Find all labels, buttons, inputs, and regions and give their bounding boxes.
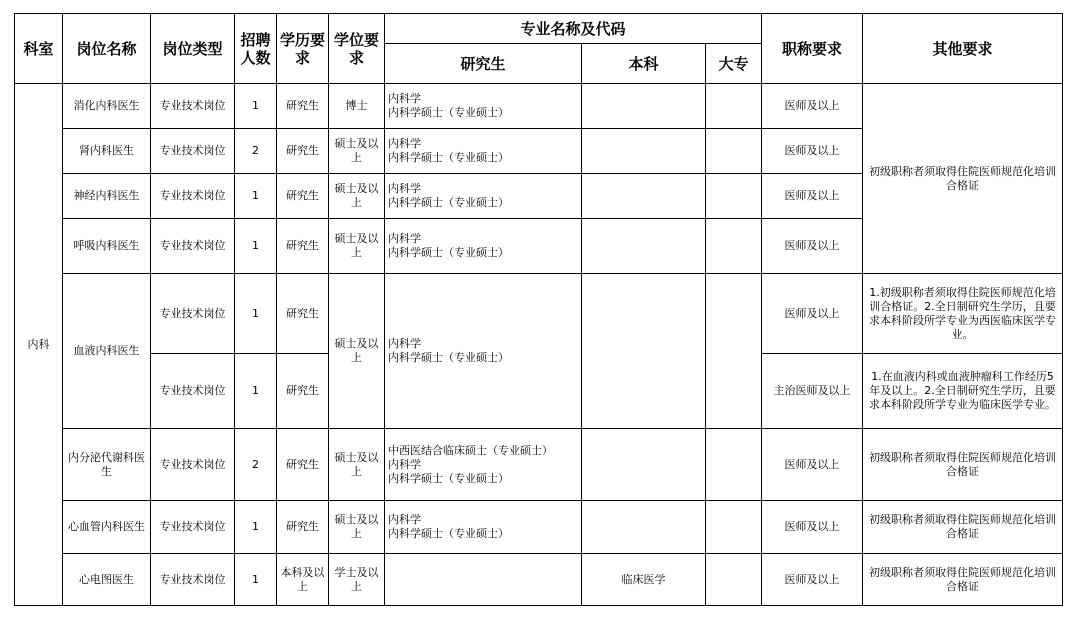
title-req: 医师及以上 (762, 219, 863, 274)
major-undergrad (582, 174, 706, 219)
other-req: 初级职称者须取得住院医师规范化培训合格证 (863, 554, 1063, 606)
major-undergrad (582, 429, 706, 501)
major-line: 内科学硕士（专业硕士） (388, 151, 509, 164)
post-type: 专业技术岗位 (151, 274, 235, 354)
major-line: 内科学 (388, 137, 421, 150)
post-type: 专业技术岗位 (151, 174, 235, 219)
header-post-name: 岗位名称 (63, 14, 151, 84)
major-college (706, 554, 762, 606)
major-college (706, 219, 762, 274)
degree: 硕士及以上 (329, 219, 385, 274)
major-line: 内科学硕士（专业硕士） (388, 246, 509, 259)
other-req: 初级职称者须取得住院医师规范化培训合格证 (863, 429, 1063, 501)
major-undergrad (582, 129, 706, 174)
post-name: 心血管内科医生 (63, 501, 151, 554)
quota: 2 (235, 129, 277, 174)
other-req: 初级职称者须取得住院医师规范化培训合格证 (863, 84, 1063, 274)
header-major-college: 大专 (706, 44, 762, 84)
education: 研究生 (277, 429, 329, 501)
title-req: 医师及以上 (762, 274, 863, 354)
title-req: 医师及以上 (762, 84, 863, 129)
education: 研究生 (277, 501, 329, 554)
quota: 1 (235, 84, 277, 129)
major-undergrad: 临床医学 (582, 554, 706, 606)
major-college (706, 84, 762, 129)
major-grad (385, 501, 582, 554)
major-line: 内科学硕士（专业硕士） (388, 471, 509, 485)
major-line: 内科学硕士（专业硕士） (388, 351, 509, 364)
major-grad (385, 554, 582, 606)
quota: 1 (235, 501, 277, 554)
major-line: 中西医结合临床硕士（专业硕士） (388, 443, 553, 457)
header-dept: 科室 (15, 14, 63, 84)
post-name: 神经内科医生 (63, 174, 151, 219)
major-line: 内科学 (388, 182, 421, 195)
degree: 硕士及以上 (329, 129, 385, 174)
other-req: 1.初级职称者须取得住院医师规范化培训合格证。2.全日制研究生学历，且要求本科阶段所学专业为西医临床医学专业。 (863, 274, 1063, 354)
post-type: 专业技术岗位 (151, 501, 235, 554)
major-college (706, 174, 762, 219)
education: 研究生 (277, 354, 329, 429)
education: 研究生 (277, 174, 329, 219)
header-major-undergrad: 本科 (582, 44, 706, 84)
header-post-type: 岗位类型 (151, 14, 235, 84)
quota: 1 (235, 219, 277, 274)
major-college (706, 274, 762, 429)
education: 研究生 (277, 219, 329, 274)
post-type: 专业技术岗位 (151, 354, 235, 429)
major-college (706, 501, 762, 554)
post-type: 专业技术岗位 (151, 429, 235, 501)
major-grad (385, 174, 582, 219)
title-req: 医师及以上 (762, 429, 863, 501)
post-name: 内分泌代谢科医生 (63, 429, 151, 501)
quota: 1 (235, 354, 277, 429)
post-name: 呼吸内科医生 (63, 219, 151, 274)
major-line: 内科学硕士（专业硕士） (388, 196, 509, 209)
major-grad (385, 274, 582, 429)
header-major-group: 专业名称及代码 (385, 14, 762, 44)
quota: 1 (235, 174, 277, 219)
major-line: 内科学 (388, 513, 421, 526)
quota: 1 (235, 274, 277, 354)
header-other-req: 其他要求 (863, 14, 1063, 84)
major-line: 内科学 (388, 457, 421, 471)
post-type: 专业技术岗位 (151, 129, 235, 174)
degree: 博士 (329, 84, 385, 129)
post-name: 血液内科医生 (63, 274, 151, 429)
major-line: 内科学硕士（专业硕士） (388, 527, 509, 540)
major-college (706, 429, 762, 501)
other-req: 初级职称者须取得住院医师规范化培训合格证 (863, 501, 1063, 554)
major-line: 内科学 (388, 232, 421, 245)
header-title-req: 职称要求 (762, 14, 863, 84)
major-grad (385, 129, 582, 174)
post-name: 消化内科医生 (63, 84, 151, 129)
header-quota: 招聘人数 (235, 14, 277, 84)
other-req: 1.在血液内科或血液肿瘤科工作经历5年及以上。2.全日制研究生学历，且要求本科阶段所学专业为临床医学专业。 (863, 354, 1063, 429)
title-req: 医师及以上 (762, 501, 863, 554)
education: 研究生 (277, 274, 329, 354)
quota: 2 (235, 429, 277, 501)
major-grad (385, 219, 582, 274)
education: 研究生 (277, 84, 329, 129)
title-req: 医师及以上 (762, 554, 863, 606)
major-line: 内科学 (388, 92, 421, 105)
degree: 硕士及以上 (329, 174, 385, 219)
major-grad (385, 429, 582, 501)
education: 研究生 (277, 129, 329, 174)
major-line: 内科学 (388, 337, 421, 350)
major-undergrad (582, 84, 706, 129)
dept-cell: 内科 (15, 84, 63, 606)
degree: 学士及以上 (329, 554, 385, 606)
title-req: 医师及以上 (762, 129, 863, 174)
post-type: 专业技术岗位 (151, 84, 235, 129)
degree: 硕士及以上 (329, 429, 385, 501)
major-undergrad (582, 274, 706, 429)
major-undergrad (582, 219, 706, 274)
degree: 硕士及以上 (329, 274, 385, 429)
major-undergrad (582, 501, 706, 554)
quota: 1 (235, 554, 277, 606)
header-major-grad: 研究生 (385, 44, 582, 84)
major-college (706, 129, 762, 174)
header-education: 学历要求 (277, 14, 329, 84)
major-grad (385, 84, 582, 129)
post-name: 心电图医生 (63, 554, 151, 606)
title-req: 医师及以上 (762, 174, 863, 219)
header-degree: 学位要求 (329, 14, 385, 84)
post-type: 专业技术岗位 (151, 219, 235, 274)
major-line: 内科学硕士（专业硕士） (388, 106, 509, 119)
post-type: 专业技术岗位 (151, 554, 235, 606)
recruitment-table (14, 13, 1063, 606)
title-req: 主治医师及以上 (762, 354, 863, 429)
post-name: 肾内科医生 (63, 129, 151, 174)
education: 本科及以上 (277, 554, 329, 606)
degree: 硕士及以上 (329, 501, 385, 554)
